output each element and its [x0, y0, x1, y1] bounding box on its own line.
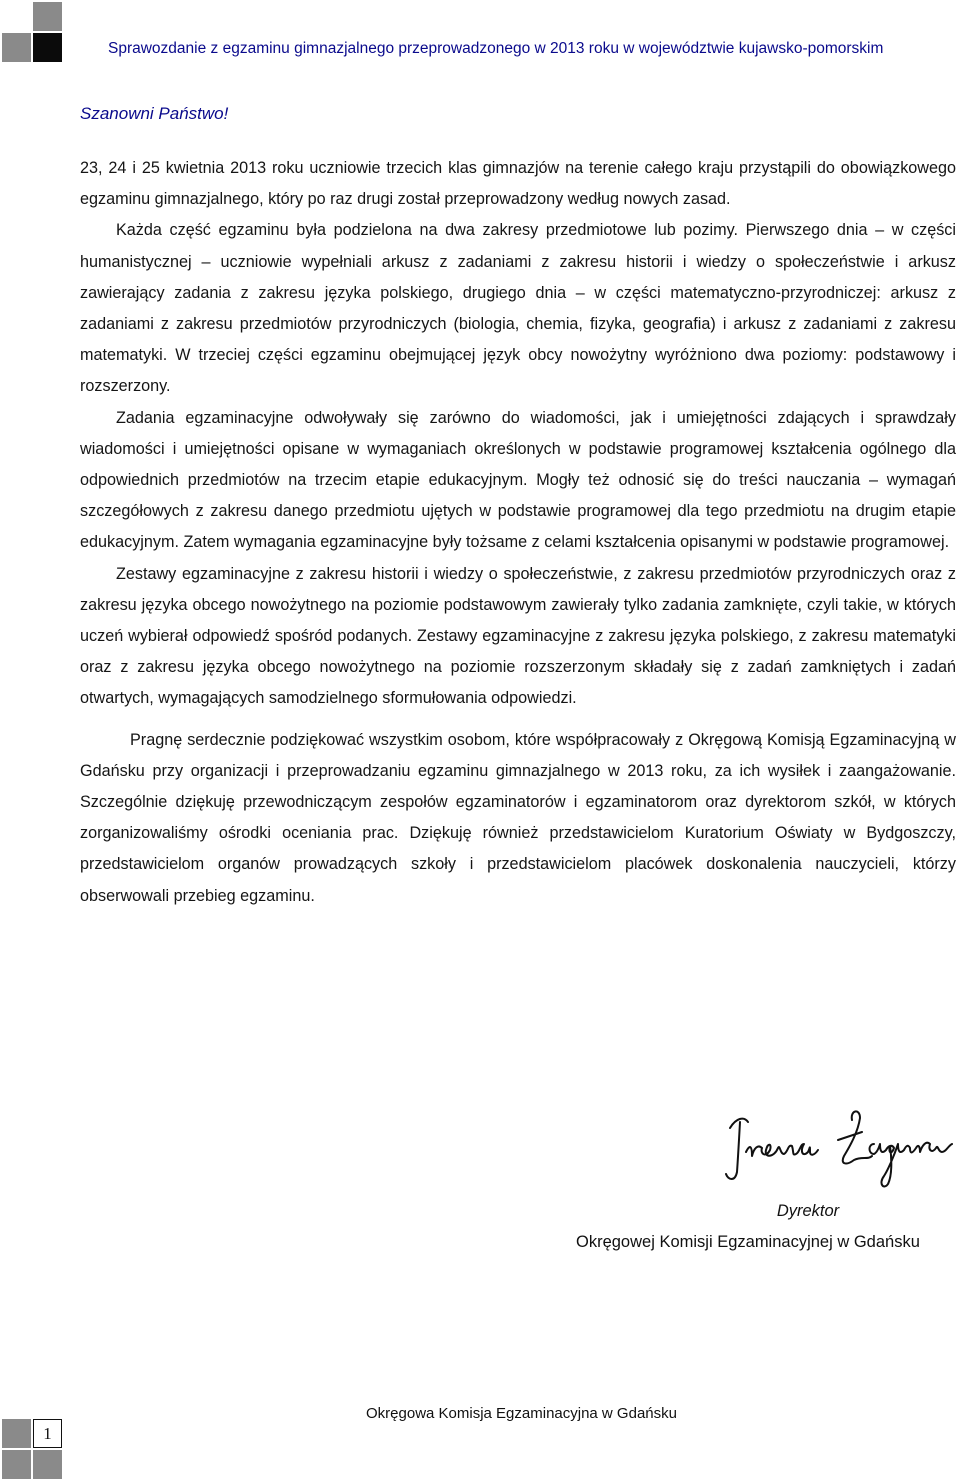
logo-square-gray-top — [33, 2, 62, 31]
handwritten-signature — [722, 1100, 954, 1195]
logo-square-black — [33, 33, 62, 62]
running-header: Sprawozdanie z egzaminu gimnazjalnego przeprowadzonego w 2013 roku w województwie kujawsko-pomorskim — [108, 40, 884, 57]
signer-role: Dyrektor — [776, 1202, 840, 1220]
signer-organization: Okręgowej Komisji Egzaminacyjnej w Gdańsku — [576, 1233, 920, 1251]
logo-square-gray-left — [2, 33, 31, 62]
page-number: 1 — [33, 1419, 62, 1448]
paragraph-5: Pragnę serdecznie podziękować wszystkim osobom, które współpracowały z Okręgową Komisją Egzaminacyjną w Gdańsku przy organizacji i przeprowadzaniu egzaminu gimnazjalnego w 2013 roku, za ich wysiłek i zaangażowanie. Szczególnie dziękuję przewodniczącym zespołów egzaminatorów i egzaminatorom oraz dyrektorom szkół, w których zorganizowaliśmy ośrodki oceniania prac. Dziękuję również przedstawicielom Kuratorium Oświaty w Bydgoszczy, przedstawicielom organów prowadzących szkoły i przedstawicielom placówek doskonalenia nauczycieli, którzy obserwowali przebieg egzaminu. — [80, 730, 956, 905]
page-square-top-left — [2, 1419, 31, 1448]
paragraph-2: Każda część egzaminu była podzielona na dwa zakresy przedmiotowe lub pozimy. Pierwszego dnia – w części humanistycznej – uczniowie wypełniali arkusz z zadaniami z zakresu historii i wiedzy o społeczeństwie i arkusz zawierający zadania z zakresu języka polskiego, drugiego dnia – w części matematyczno-przyrodniczej: arkusz z zadaniami z zakresu przedmiotów przyrodniczych (biologia, chemia, fizyka, geografia) i arkusz z zadaniami z zakresu matematyki. W trzeciej części egzaminu obejmującej język obcy nowożytny wyróżniono dwa poziomy: podstawowy i rozszerzony. — [80, 221, 956, 396]
paragraph-1: 23, 24 i 25 kwietnia 2013 roku uczniowie trzecich klas gimnazjów na terenie całego kraju przystąpili do obowiązkowego egzaminu gimnazjalnego, który po raz drugi został przeprowadzony według nowych zasad. — [80, 159, 956, 209]
footer-organization: Okręgowa Komisja Egzaminacyjna w Gdańsku — [366, 1405, 677, 1422]
logo-squares — [0, 0, 62, 62]
letter-greeting: Szanowni Państwo! — [80, 104, 229, 123]
letter-body — [80, 153, 956, 912]
page-square-bottom-left — [2, 1450, 31, 1479]
page-square-bottom-right — [33, 1450, 62, 1479]
page-number-block — [0, 1419, 60, 1480]
paragraph-3: Zadania egzaminacyjne odwoływały się zarówno do wiadomości, jak i umiejętności zdających i sprawdzały wiadomości i umiejętności opisane w wymaganiach określonych w podstawie programowej kształcenia ogólnego dla odpowiednich przedmiotów na trzecim etapie edukacyjnym. Mogły też odnosić się do treści nauczania – wymagań szczegółowych z zakresu danego przedmiotu ujętych w podstawie programowej dla tego przedmiotu na drugim etapie edukacyjnym. Zatem wymagania egzaminacyjne były tożsame z celami kształcenia opisanymi w podstawie programowej. — [80, 408, 956, 552]
paragraph-4: Zestawy egzaminacyjne z zakresu historii i wiedzy o społeczeństwie, z zakresu przedmiotów przyrodniczych oraz z zakresu języka obcego nowożytnego na poziomie podstawowym zawierały tylko zadania zamknięte, czyli takie, w których uczeń wybierał odpowiedź spośród podanych. Zestawy egzaminacyjne z zakresu języka polskiego, z zakresu matematyki oraz z zakresu języka obcego nowożytnego na poziomie rozszerzonym składały się z zadań zamkniętych i zadań otwartych, wymagających samodzielnego sformułowania odpowiedzi. — [80, 564, 956, 708]
